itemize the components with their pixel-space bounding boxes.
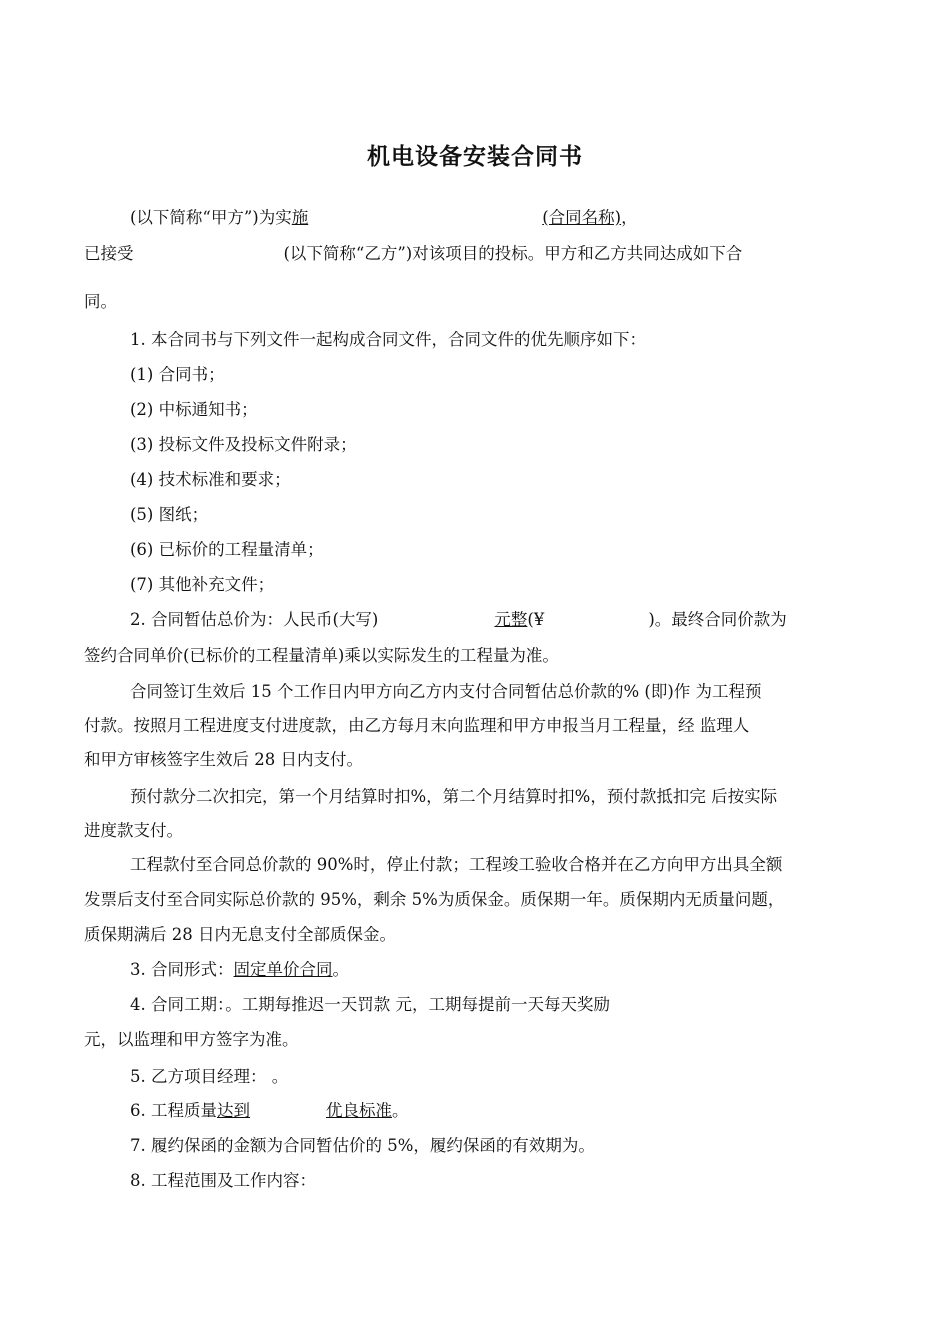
- clause-1-item: (6) 已标价的工程量清单；: [130, 540, 324, 559]
- clause-1-item: (2) 中标通知书；: [130, 400, 258, 419]
- payment-line-1: 工程款付至合同总价款的 90%时，停止付款；工程竣工验收合格并在乙方向甲方出具全额: [130, 855, 783, 874]
- quality-field: 达到 优良标准: [217, 1101, 392, 1120]
- clause-2-text: )。最终合同价款为: [648, 610, 787, 629]
- prepay-line-1: 合同签订生效后 15 个工作日内甲方向乙方内支付合同暂估总价款的% (即)作 为工程预: [130, 682, 762, 701]
- clause-5: 5. 乙方项目经理： 。: [130, 1067, 289, 1086]
- intro-line-1: [130, 206, 638, 230]
- clause-1-item: (1) 合同书；: [130, 365, 225, 384]
- payment-line-3: 质保期满后 28 日内无息支付全部质保金。: [84, 925, 396, 944]
- payment-line-2: 发票后支付至合同实际总价款的 95%，剩余 5%为质保金。质保期一年。质保期内无质量问题，: [84, 890, 785, 909]
- project-name-field: 施 (合同名称): [291, 208, 622, 227]
- clause-6-punct: 。: [392, 1101, 409, 1120]
- intro-punct: ，: [621, 208, 638, 227]
- deduct-line-2: 进度款支付。: [84, 821, 183, 840]
- clause-7: 7. 履约保函的金额为合同暂估价的 5%，履约保函的有效期为。: [130, 1136, 595, 1155]
- intro-line-2: [84, 242, 742, 266]
- clause-4-line-2: 元，以监理和甲方签字为准。: [84, 1030, 299, 1049]
- page-title: 机电设备安装合同书: [367, 143, 583, 170]
- contract-form-value: 固定单价合同: [233, 960, 333, 979]
- prepay-line-2: 付款。按照月工程进度支付进度款，由乙方每月末向监理和甲方申报当月工程量，经 监理人: [84, 716, 750, 735]
- deduct-line-1: 预付款分二次扣完，第一个月结算时扣%，第二个月结算时扣%，预付款抵扣完 后按实际: [130, 787, 778, 806]
- prepay-line-3: 和甲方审核签字生效后 28 日内支付。: [84, 750, 363, 769]
- clause-4-line-1: 4. 合同工期：。工期每推迟一天罚款 元，工期每提前一天每天奖励: [130, 995, 610, 1014]
- clause-3-label: 3. 合同形式：: [130, 960, 234, 979]
- intro-text: 已接受: [84, 244, 134, 263]
- clause-3-punct: 。: [332, 960, 349, 979]
- intro-line-3: 同。: [84, 292, 117, 311]
- amount-unit: 元整: [494, 610, 528, 629]
- clause-1-item: (3) 投标文件及投标文件附录；: [130, 435, 357, 454]
- intro-text: (以下简称“乙方”)对该项目的投标。甲方和乙方共同达成如下合: [283, 244, 743, 263]
- clause-1-item: (5) 图纸；: [130, 505, 209, 524]
- clause-6-label: 6. 工程质量: [130, 1101, 217, 1120]
- clause-2-line-2: 签约合同单价(已标价的工程量清单)乘以实际发生的工程量为准。: [84, 646, 559, 665]
- clause-3: [130, 958, 349, 982]
- clause-2-text: (¥: [527, 610, 545, 629]
- clause-1-item: (7) 其他补充文件；: [130, 575, 275, 594]
- clause-1: 1. 本合同书与下列文件一起构成合同文件，合同文件的优先顺序如下：: [130, 330, 646, 349]
- clause-2-line-1: [130, 608, 787, 632]
- clause-1-item: (4) 技术标准和要求；: [130, 470, 291, 489]
- intro-text: (以下简称“甲方”)为实: [130, 208, 292, 227]
- clause-8: 8. 工程范围及工作内容：: [130, 1171, 316, 1190]
- clause-6: [130, 1099, 409, 1123]
- clause-2-text: 2. 合同暂估总价为：人民币(大写): [130, 610, 379, 629]
